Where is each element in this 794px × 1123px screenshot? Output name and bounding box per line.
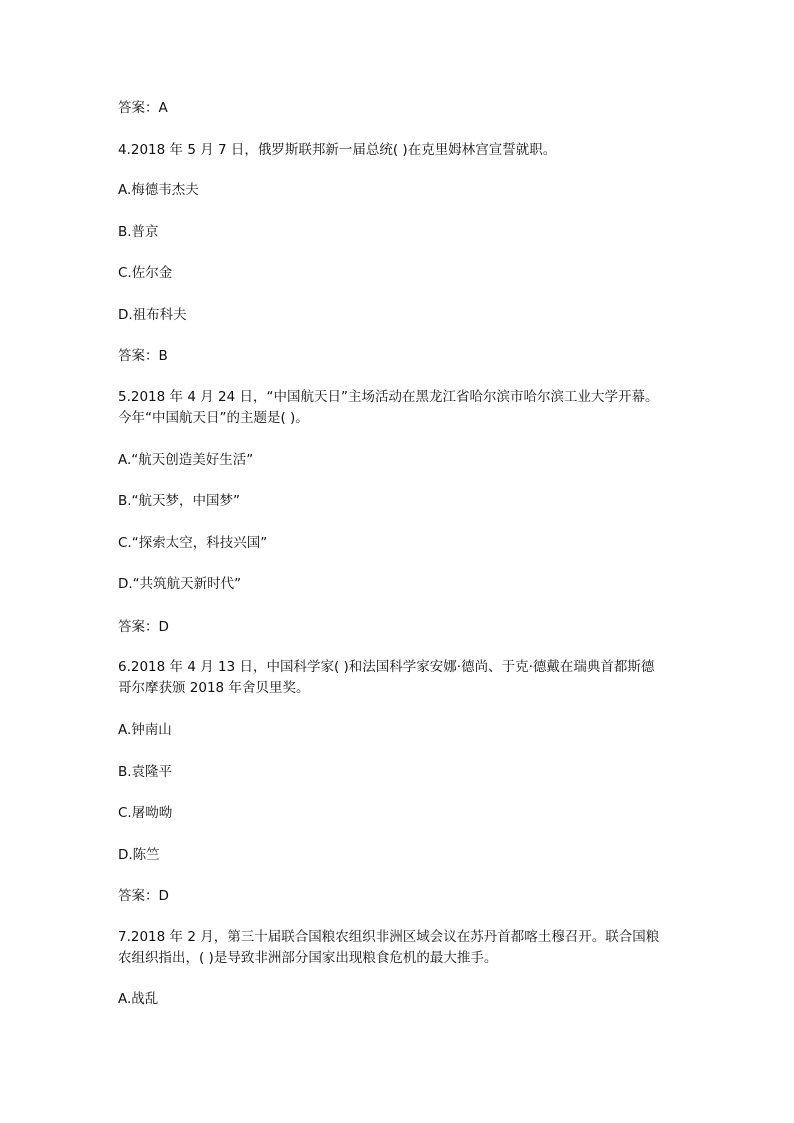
q5-option-b: B.“航天梦，中国梦” [118, 493, 241, 509]
q6-option-d: D.陈竺 [118, 847, 160, 863]
answer-q5: 答案：D [118, 619, 169, 635]
q7-option-a: A.战乱 [118, 991, 159, 1007]
answer-q6: 答案：D [118, 888, 169, 904]
q4-option-a: A.梅德韦杰夫 [118, 182, 199, 198]
question-5-line1: 5.2018 年 4 月 24 日，“中国航天日”主场活动在黑龙江省哈尔滨市哈尔滨工业大学开幕。 [118, 389, 659, 405]
q4-option-b: B.普京 [118, 224, 159, 240]
question-5-line2: 今年“中国航天日”的主题是( )。 [118, 410, 309, 426]
q6-option-b: B.袁隆平 [118, 764, 173, 780]
q4-option-d: D.祖布科夫 [118, 307, 187, 323]
question-7-line1: 7.2018 年 2 月，第三十届联合国粮农组织非洲区域会议在苏丹首都喀土穆召开。联合国粮 [118, 929, 660, 945]
q5-option-d: D.“共筑航天新时代” [118, 576, 242, 592]
question-7-line2: 农组织指出，( )是导致非洲部分国家出现粮食危机的最大推手。 [118, 950, 498, 966]
question-6-line2: 哥尔摩获颁 2018 年舍贝里奖。 [118, 680, 310, 696]
question-4: 4.2018 年 5 月 7 日，俄罗斯联邦新一届总统( )在克里姆林宫宣誓就职。 [118, 142, 557, 158]
question-6-line1: 6.2018 年 4 月 13 日，中国科学家( )和法国科学家安娜·德尚、于克·德戴在瑞典首都斯德 [118, 659, 655, 675]
answer-q4: 答案：B [118, 348, 168, 364]
q5-option-a: A.“航天创造美好生活” [118, 452, 254, 468]
q6-option-a: A.钟南山 [118, 722, 172, 738]
q4-option-c: C.佐尔金 [118, 265, 173, 281]
q6-option-c: C.屠呦呦 [118, 805, 173, 821]
q5-option-c: C.“探索太空，科技兴国” [118, 535, 268, 551]
answer-q3: 答案：A [118, 100, 168, 116]
